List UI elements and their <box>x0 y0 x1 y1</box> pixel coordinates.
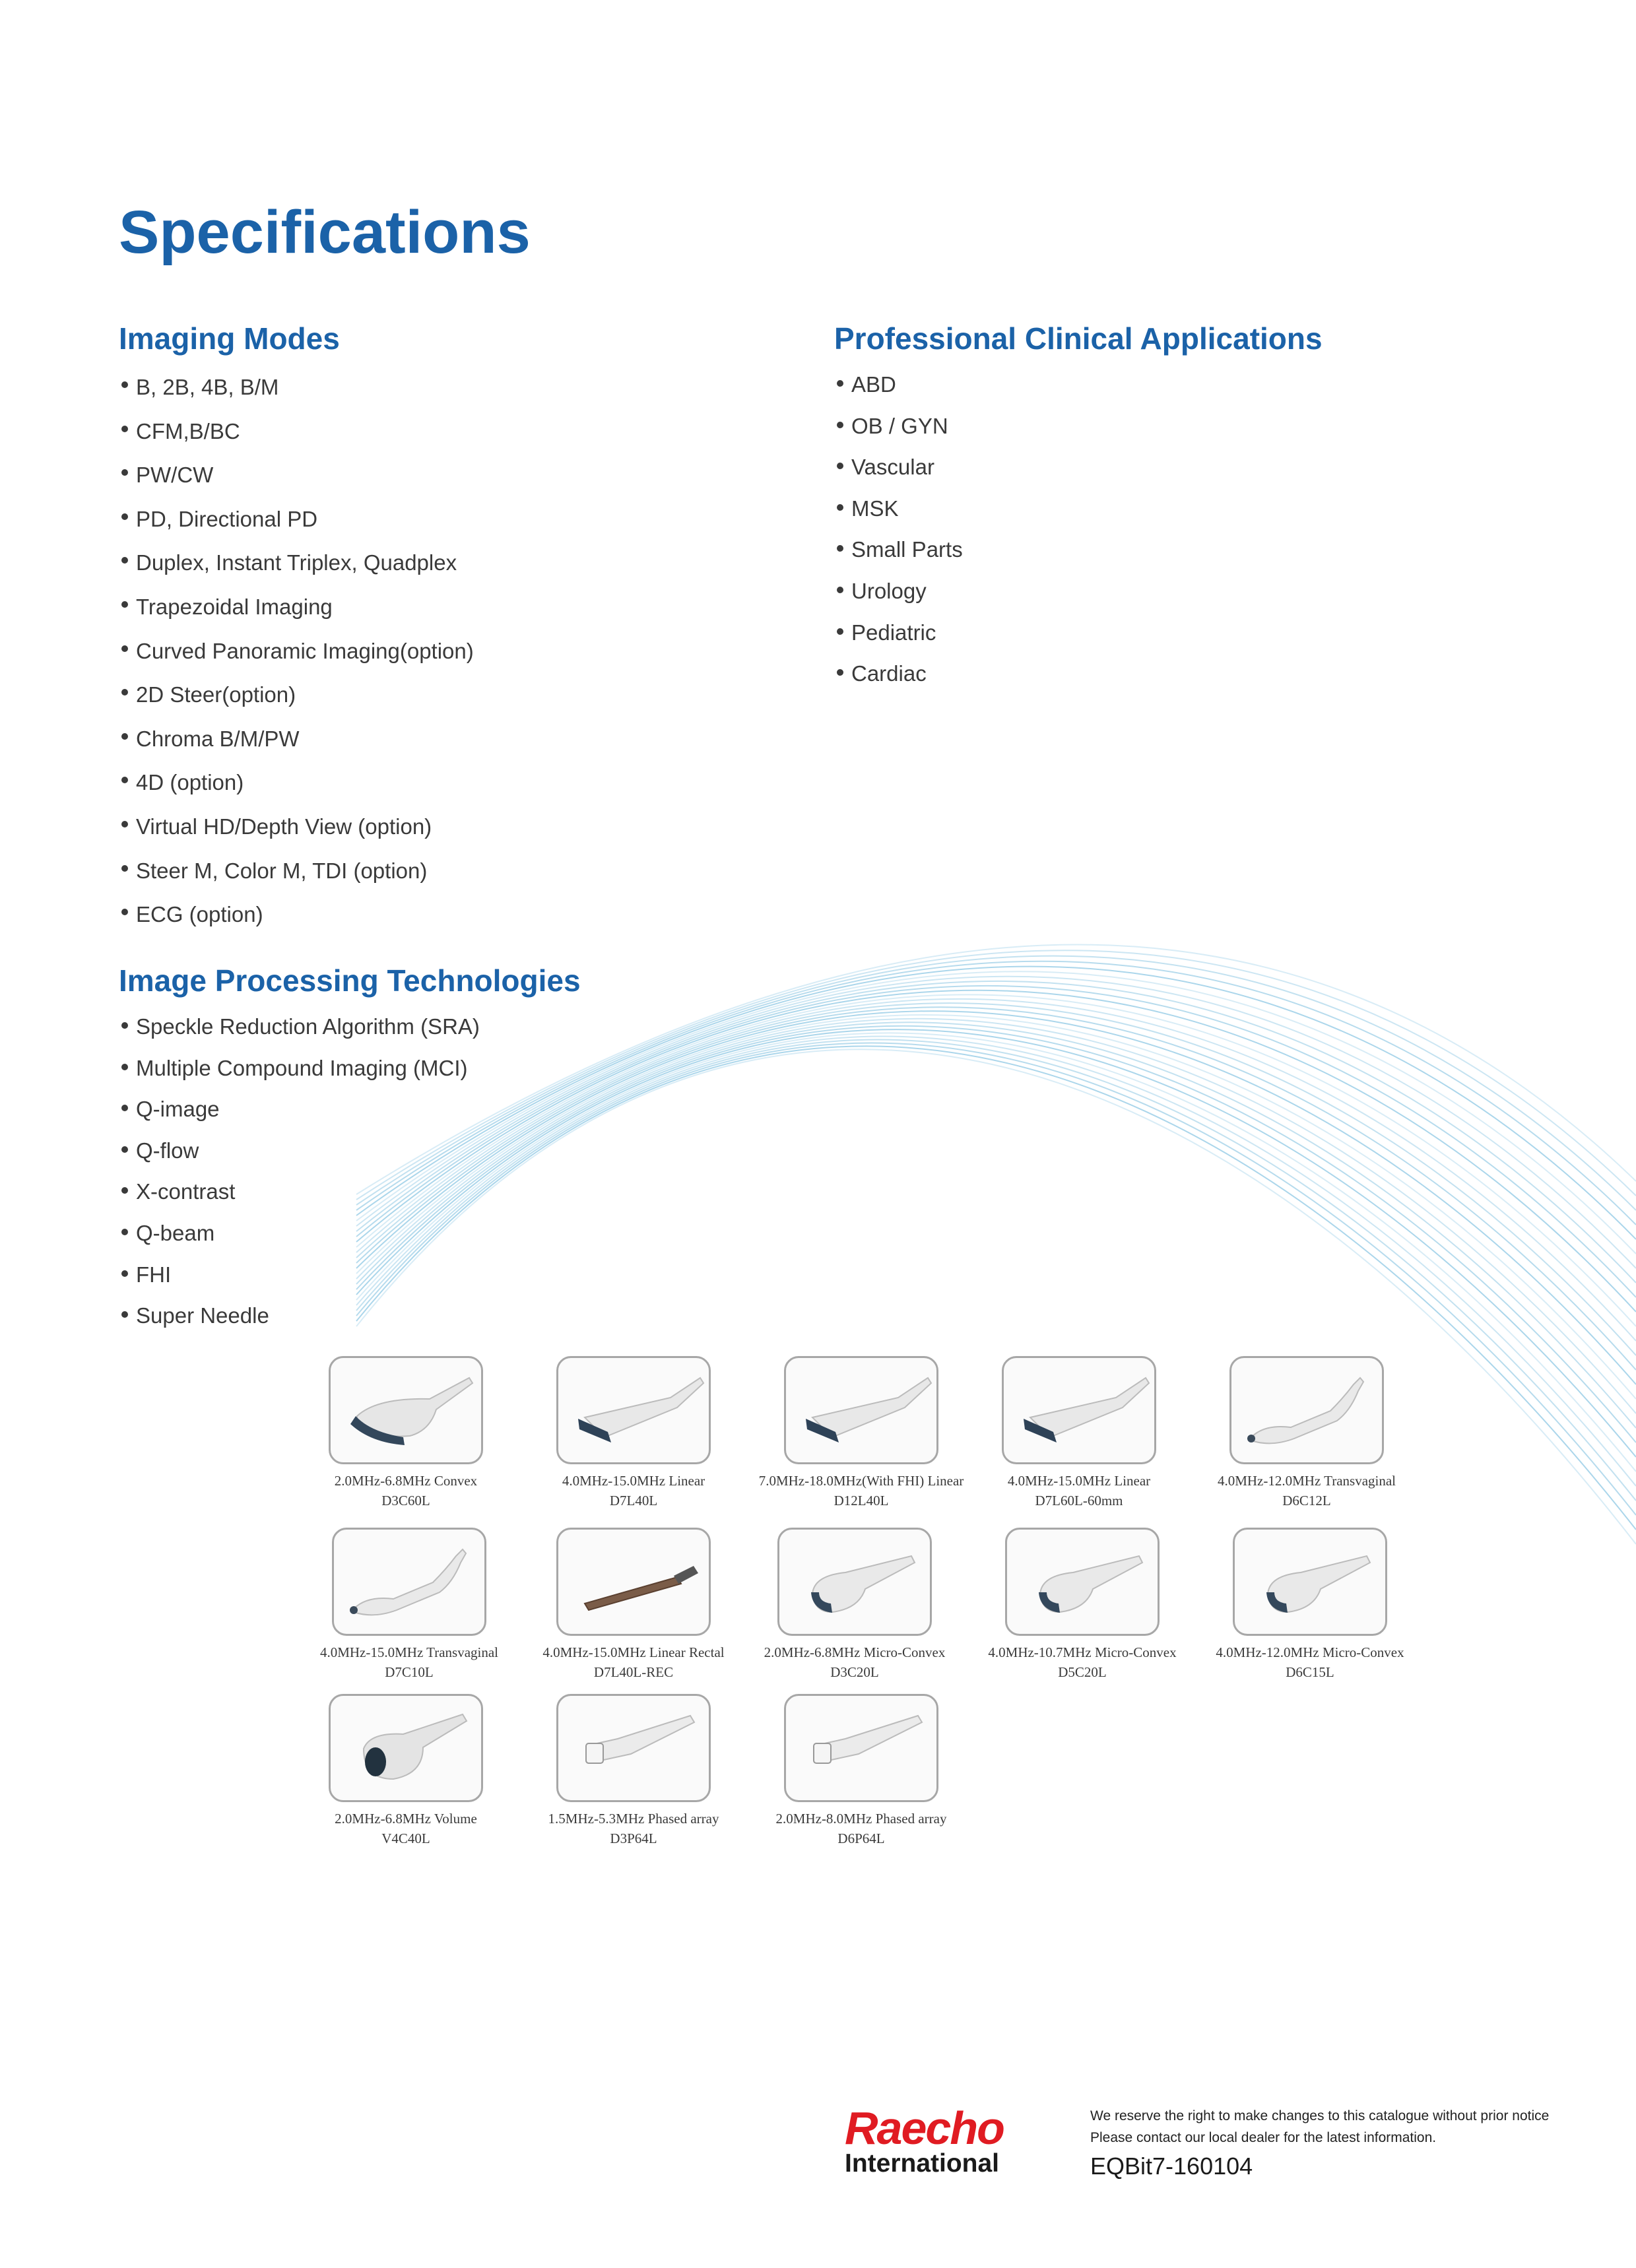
probe-card <box>970 1528 1194 1682</box>
probe-card <box>294 1356 518 1510</box>
image-processing-heading: Image Processing Technologies <box>119 963 581 998</box>
probe-card <box>294 1694 518 1848</box>
probe-frequency-type: 2.0MHz-8.0MHz Phased array <box>775 1811 947 1827</box>
convex-probe-icon <box>329 1356 483 1464</box>
probe-frequency-type: 4.0MHz-15.0MHz Linear <box>562 1473 705 1489</box>
wave-line <box>356 990 1636 1312</box>
imaging-modes-list <box>119 366 474 937</box>
probe-card <box>749 1694 973 1848</box>
processing-technology-item: Q-flow <box>119 1130 480 1172</box>
imaging-mode-item: PW/CW <box>119 453 474 498</box>
probe-card <box>1194 1356 1419 1510</box>
probe-frequency-type: 4.0MHz-10.7MHz Micro-Convex <box>988 1644 1177 1660</box>
probe-caption <box>742 1642 967 1682</box>
probe-model: D7L60L-60mm <box>1035 1493 1123 1508</box>
probe-model: D5C20L <box>1058 1664 1107 1680</box>
notice-line-2: Please contact our local dealer for the latest information. <box>1090 2130 1437 2145</box>
micro-convex-probe-icon <box>1005 1528 1160 1636</box>
image-processing-list <box>119 1006 480 1337</box>
probe-card <box>297 1528 521 1682</box>
probe-model: D6C12L <box>1282 1493 1331 1508</box>
company-logo <box>845 2102 1056 2178</box>
imaging-mode-item: Duplex, Instant Triplex, Quadplex <box>119 541 474 585</box>
probe-caption <box>521 1471 746 1510</box>
probe-card <box>521 1694 746 1848</box>
micro-convex-probe-icon <box>1233 1528 1387 1636</box>
imaging-mode-item: Trapezoidal Imaging <box>119 585 474 630</box>
linear-probe-icon <box>556 1356 711 1464</box>
linear-probe-icon <box>784 1356 938 1464</box>
probe-frequency-type: 2.0MHz-6.8MHz Volume <box>335 1811 477 1827</box>
probe-model: D6P64L <box>837 1831 885 1846</box>
transvaginal-probe-icon <box>332 1528 486 1636</box>
probe-caption <box>294 1809 518 1848</box>
clinical-application-item: Pediatric <box>834 612 963 654</box>
logo-subtitle: International <box>845 2149 1000 2178</box>
probe-card <box>521 1356 746 1510</box>
probe-caption <box>521 1642 746 1682</box>
probe-model: D3P64L <box>610 1831 657 1846</box>
phased-array-probe-icon <box>556 1694 711 1802</box>
probe-model: V4C40L <box>381 1831 430 1846</box>
probe-card <box>742 1528 967 1682</box>
probe-model: D3C20L <box>830 1664 879 1680</box>
probe-caption <box>297 1642 521 1682</box>
probe-model: D6C15L <box>1286 1664 1334 1680</box>
rectal-probe-icon <box>556 1528 711 1636</box>
imaging-mode-item: Virtual HD/Depth View (option) <box>119 805 474 849</box>
notice-line-1: We reserve the right to make changes to this catalogue without prior notice <box>1090 2108 1550 2123</box>
wave-line <box>356 999 1636 1341</box>
processing-technology-item: X-contrast <box>119 1171 480 1213</box>
imaging-mode-item: B, 2B, 4B, B/M <box>119 366 474 410</box>
probe-card <box>521 1528 746 1682</box>
probe-model: D7C10L <box>385 1664 434 1680</box>
probe-frequency-type: 1.5MHz-5.3MHz Phased array <box>548 1811 719 1827</box>
probe-frequency-type: 4.0MHz-12.0MHz Micro-Convex <box>1216 1644 1404 1660</box>
catalogue-notice <box>1090 2105 1549 2149</box>
clinical-application-item: ABD <box>834 364 963 406</box>
probe-card <box>749 1356 973 1510</box>
wave-line <box>356 961 1636 1225</box>
clinical-application-item: MSK <box>834 488 963 530</box>
probe-card <box>967 1356 1191 1510</box>
probe-model: D7L40L-REC <box>593 1664 674 1680</box>
wave-line <box>356 1011 1636 1384</box>
imaging-mode-item: Steer M, Color M, TDI (option) <box>119 849 474 893</box>
clinical-application-item: Vascular <box>834 447 963 488</box>
probe-frequency-type: 2.0MHz-6.8MHz Convex <box>334 1473 478 1489</box>
probe-caption <box>970 1642 1194 1682</box>
page-title: Specifications <box>119 199 531 266</box>
wave-line <box>356 994 1636 1326</box>
linear-probe-icon <box>1002 1356 1156 1464</box>
probe-frequency-type: 4.0MHz-12.0MHz Transvaginal <box>1217 1473 1396 1489</box>
imaging-mode-item: Chroma B/M/PW <box>119 717 474 761</box>
probe-frequency-type: 2.0MHz-6.8MHz Micro-Convex <box>764 1644 946 1660</box>
processing-technology-item: Speckle Reduction Algorithm (SRA) <box>119 1006 480 1048</box>
processing-technology-item: Multiple Compound Imaging (MCI) <box>119 1048 480 1089</box>
transducer-probe-gallery <box>294 1356 1442 1864</box>
clinical-applications-heading: Professional Clinical Applications <box>834 321 1323 356</box>
processing-technology-item: FHI <box>119 1254 480 1296</box>
probe-model: D3C60L <box>381 1493 430 1508</box>
probe-caption <box>1198 1642 1422 1682</box>
imaging-modes-heading: Imaging Modes <box>119 321 340 356</box>
probe-model: D7L40L <box>609 1493 658 1508</box>
processing-technology-item: Q-beam <box>119 1213 480 1254</box>
probe-caption <box>749 1471 973 1510</box>
phased-array-probe-icon <box>784 1694 938 1802</box>
probe-caption <box>967 1471 1191 1510</box>
clinical-application-item: OB / GYN <box>834 406 963 447</box>
micro-convex-probe-icon <box>777 1528 932 1636</box>
clinical-application-item: Small Parts <box>834 529 963 571</box>
imaging-mode-item: Curved Panoramic Imaging(option) <box>119 630 474 674</box>
probe-model: D12L40L <box>834 1493 889 1508</box>
imaging-mode-item: CFM,B/BC <box>119 410 474 454</box>
processing-technology-item: Q-image <box>119 1089 480 1130</box>
wave-line <box>356 1019 1636 1413</box>
volume-probe-icon <box>329 1694 483 1802</box>
probe-caption <box>1194 1471 1419 1510</box>
probe-frequency-type: 7.0MHz-18.0MHz(With FHI) Linear <box>758 1473 964 1489</box>
probe-caption <box>521 1809 746 1848</box>
probe-frequency-type: 4.0MHz-15.0MHz Linear Rectal <box>542 1644 725 1660</box>
catalog-code: EQBit7-160104 <box>1090 2153 1253 2180</box>
processing-technology-item: Super Needle <box>119 1295 480 1337</box>
logo-wordmark: Raecho <box>845 2102 1004 2154</box>
probe-frequency-type: 4.0MHz-15.0MHz Transvaginal <box>319 1644 499 1660</box>
clinical-application-item: Cardiac <box>834 653 963 695</box>
clinical-applications-list <box>834 364 963 695</box>
probe-frequency-type: 4.0MHz-15.0MHz Linear <box>1007 1473 1151 1489</box>
transvaginal-probe-icon <box>1229 1356 1384 1464</box>
probe-card <box>1198 1528 1422 1682</box>
probe-caption <box>294 1471 518 1510</box>
imaging-mode-item: 4D (option) <box>119 761 474 805</box>
clinical-application-item: Urology <box>834 571 963 612</box>
imaging-mode-item: ECG (option) <box>119 893 474 937</box>
imaging-mode-item: PD, Directional PD <box>119 498 474 542</box>
imaging-mode-item: 2D Steer(option) <box>119 673 474 717</box>
probe-caption <box>749 1809 973 1848</box>
